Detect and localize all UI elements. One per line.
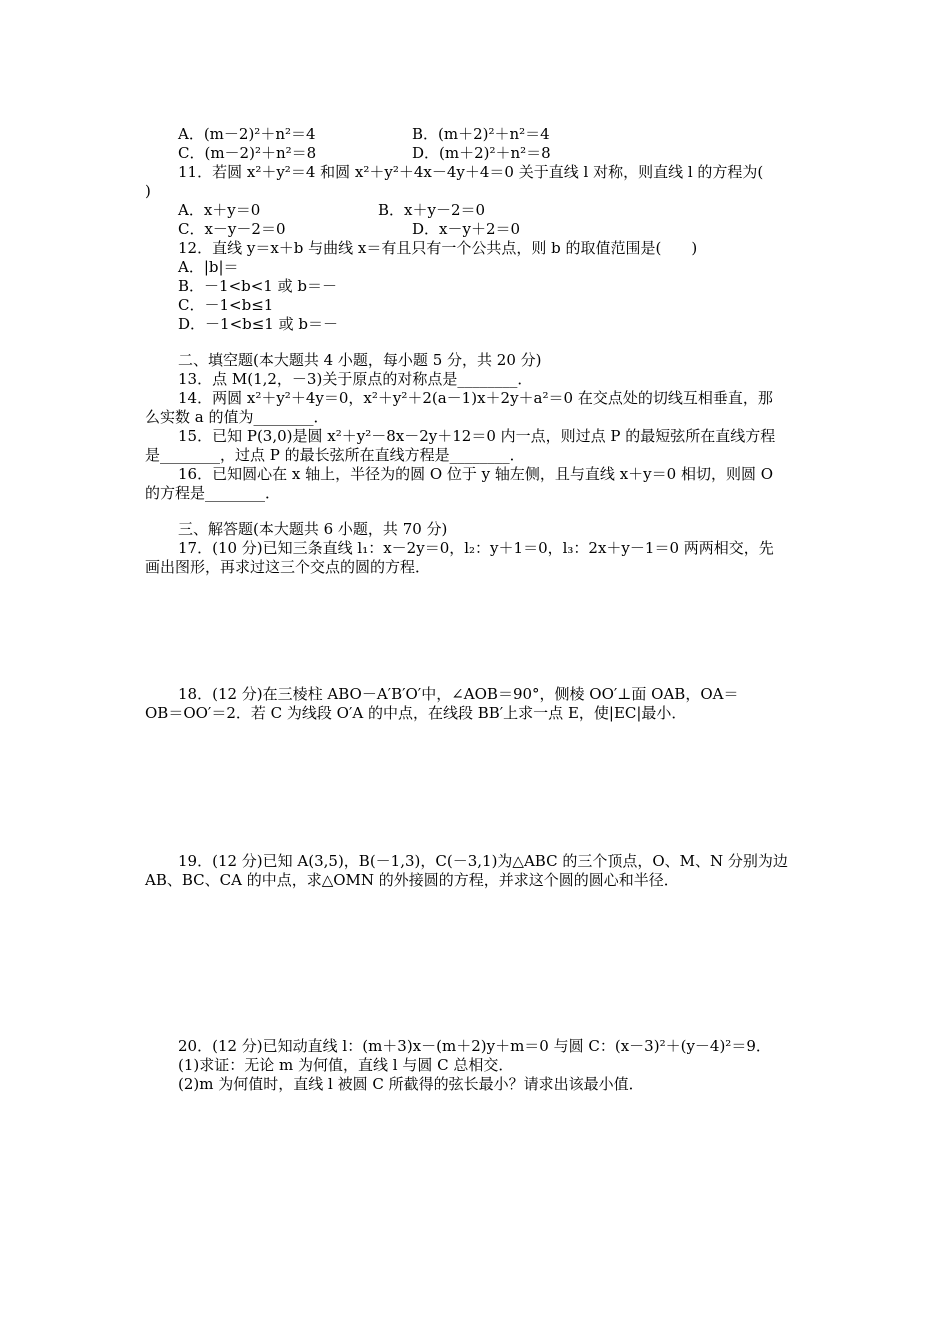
q11-stem-cont: ) xyxy=(145,182,151,200)
q12-option-c: C．－1<b≤1 xyxy=(178,296,274,314)
q17-line1: 17．(10 分)已知三条直线 l₁：x－2y＝0，l₂：y＋1＝0，l₃：2x＋y－1＝0 两两相交，先 xyxy=(178,539,774,557)
q19-line2: AB、BC、CA 的中点，求△OMN 的外接圆的方程，并求这个圆的圆心和半径． xyxy=(145,871,679,889)
q15-line2: 是________，过点 P 的最长弦所在直线方程是________． xyxy=(145,446,525,464)
section3-heading: 三、解答题(本大题共 6 小题，共 70 分) xyxy=(178,520,448,538)
section2-heading: 二、填空题(本大题共 4 小题，每小题 5 分，共 20 分) xyxy=(178,351,542,369)
q15-line1: 15．已知 P(3,0)是圆 x²＋y²－8x－2y＋12＝0 内一点，则过点 P 的最短弦所在直线方程 xyxy=(178,427,776,445)
q20-line1: 20．(12 分)已知动直线 l：(m＋3)x－(m＋2)y＋m＝0 与圆 C：(x－3)²＋(y－4)²＝9． xyxy=(178,1037,771,1055)
q16-line1: 16．已知圆心在 x 轴上，半径为的圆 O 位于 y 轴左侧，且与直线 x＋y＝0 相切，则圆 O xyxy=(178,465,774,483)
q14-line2: 么实数 a 的值为________． xyxy=(145,408,329,426)
q12-stem: 12．直线 y＝x＋b 与曲线 x＝有且只有一个公共点，则 b 的取值范围是( ) xyxy=(178,239,698,257)
q12-option-a: A．|b|＝ xyxy=(178,258,239,276)
q10-option-b: B．(m＋2)²＋n²＝4 xyxy=(412,125,550,143)
q12-option-b: B．－1<b<1 或 b＝－ xyxy=(178,277,337,295)
q11-stem: 11．若圆 x²＋y²＝4 和圆 x²＋y²＋4x－4y＋4＝0 关于直线 l 对称，则直线 l 的方程为( xyxy=(178,163,764,181)
q16-line2: 的方程是________． xyxy=(145,484,281,502)
q11-option-b: B．x＋y－2＝0 xyxy=(378,201,486,219)
q11-option-d: D．x－y＋2＝0 xyxy=(412,220,521,238)
q13: 13．点 M(1,2，－3)关于原点的对称点是________． xyxy=(178,370,533,388)
q10-option-c: C．(m－2)²＋n²＝8 xyxy=(178,144,317,162)
q11-option-c: C．x－y－2＝0 xyxy=(178,220,286,238)
q10-option-a: A．(m－2)²＋n²＝4 xyxy=(178,125,316,143)
q11-option-a: A．x＋y＝0 xyxy=(178,201,261,219)
q20-line3: (2)m 为何值时，直线 l 被圆 C 所截得的弦长最小？请求出该最小值． xyxy=(178,1075,644,1093)
q18-line2: OB＝OO′＝2．若 C 为线段 O′A 的中点，在线段 BB′上求一点 E，使|EC|最小． xyxy=(145,704,687,722)
q14-line1: 14．两圆 x²＋y²＋4y＝0，x²＋y²＋2(a－1)x＋2y＋a²＝0 在交点处的切线互相垂直，那 xyxy=(178,389,773,407)
q18-line1: 18．(12 分)在三棱柱 ABO－A′B′O′中，∠AOB＝90°，侧棱 OO′⊥面 OAB，OA＝ xyxy=(178,685,739,703)
q10-option-d: D．(m＋2)²＋n²＝8 xyxy=(412,144,551,162)
q12-option-d: D．－1<b≤1 或 b＝－ xyxy=(178,315,338,333)
q17-line2: 画出图形，再求过这三个交点的圆的方程． xyxy=(145,558,431,576)
q19-line1: 19．(12 分)已知 A(3,5)，B(－1,3)，C(－3,1)为△ABC 的三个顶点，O、M、N 分别为边 xyxy=(178,852,788,870)
q20-line2: (1)求证：无论 m 为何值，直线 l 与圆 C 总相交． xyxy=(178,1056,514,1074)
